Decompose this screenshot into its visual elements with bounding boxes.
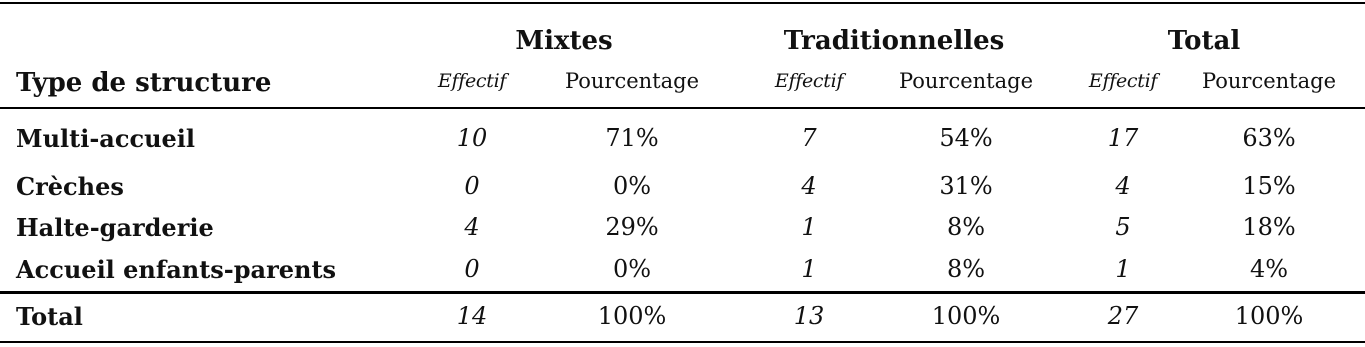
cell-percent: 0% <box>612 255 652 283</box>
cell-percent: 15% <box>1242 172 1296 200</box>
cell-count: 0 <box>464 172 480 200</box>
group-header-total: Total <box>1167 26 1241 56</box>
cell-percent: 100% <box>597 302 667 330</box>
cell-count: 0 <box>464 255 480 283</box>
cell-percent: 0% <box>612 172 652 200</box>
cell-percent: 31% <box>939 172 993 200</box>
header-rule <box>0 107 1365 109</box>
cell-count: 10 <box>456 124 488 152</box>
cell-count: 27 <box>1107 302 1139 330</box>
cell-percent: 71% <box>605 124 659 152</box>
group-header-traditionnelles: Traditionnelles <box>783 26 1005 56</box>
cell-percent: 18% <box>1242 213 1296 241</box>
total-row-label: Total <box>16 302 83 331</box>
cell-count: 5 <box>1115 213 1131 241</box>
cell-count: 1 <box>801 213 817 241</box>
cell-percent: 29% <box>605 213 659 241</box>
subheader-pourcentage: Pourcentage <box>1201 69 1337 93</box>
top-rule <box>0 2 1365 4</box>
cell-percent: 63% <box>1242 124 1296 152</box>
cell-percent: 54% <box>939 124 993 152</box>
cell-count: 4 <box>464 213 480 241</box>
cell-percent: 100% <box>1234 302 1304 330</box>
subheader-pourcentage: Pourcentage <box>898 69 1034 93</box>
bottom-rule <box>0 341 1365 343</box>
cell-percent: 4% <box>1249 255 1289 283</box>
cell-count: 17 <box>1107 124 1139 152</box>
cell-percent: 100% <box>931 302 1001 330</box>
total-rule <box>0 291 1365 294</box>
subheader-pourcentage: Pourcentage <box>564 69 700 93</box>
cell-percent: 8% <box>946 255 986 283</box>
subheader-effectif: Effectif <box>774 70 844 92</box>
cell-count: 4 <box>801 172 817 200</box>
row-label: Accueil enfants-parents <box>16 255 337 284</box>
cell-count: 14 <box>456 302 488 330</box>
cell-count: 13 <box>793 302 825 330</box>
row-label: Halte-garderie <box>16 213 214 242</box>
cell-count: 4 <box>1115 172 1131 200</box>
row-label: Multi-accueil <box>16 124 196 153</box>
cell-count: 7 <box>801 124 817 152</box>
subheader-effectif: Effectif <box>1088 70 1158 92</box>
corner-header: Type de structure <box>16 68 272 98</box>
cell-count: 1 <box>1115 255 1131 283</box>
group-header-mixtes: Mixtes <box>515 26 613 56</box>
row-label: Crèches <box>16 172 124 201</box>
subheader-effectif: Effectif <box>437 70 507 92</box>
cell-count: 1 <box>801 255 817 283</box>
cell-percent: 8% <box>946 213 986 241</box>
